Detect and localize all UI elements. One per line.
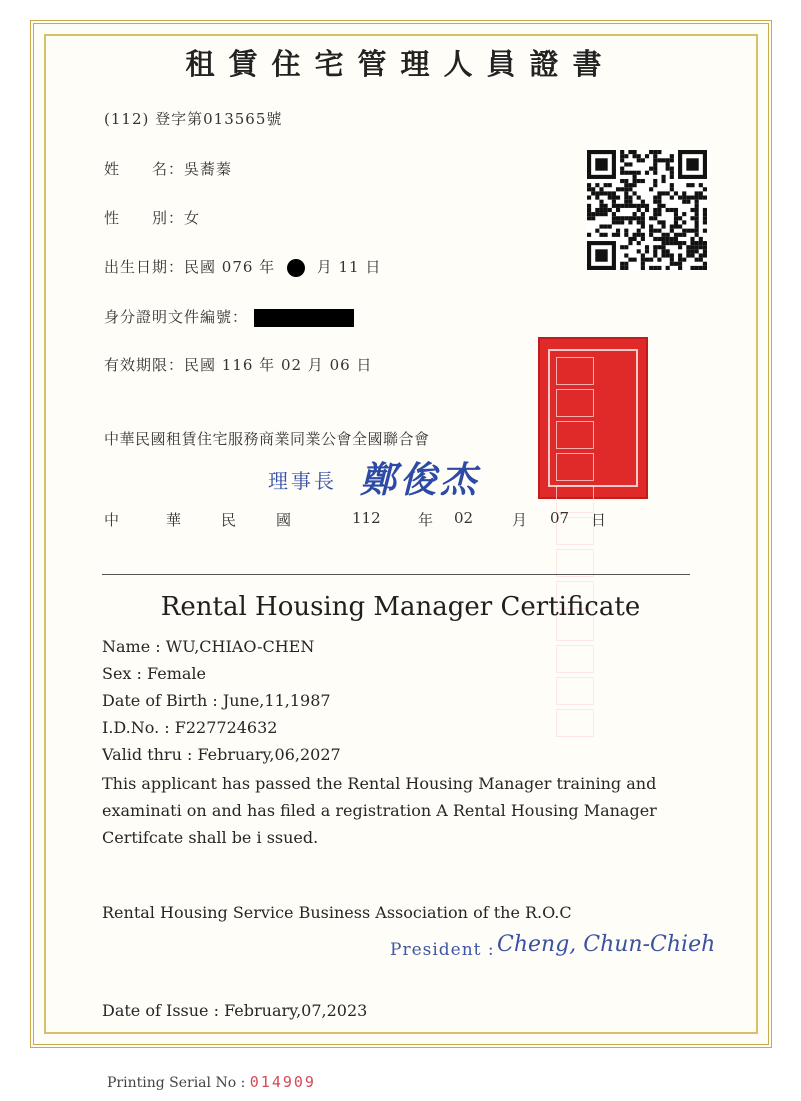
issue-date-char: 月 [512, 511, 528, 529]
name-en: Name : WU,CHIAO-CHEN [102, 637, 315, 656]
redaction-id-number [254, 309, 354, 327]
issue-date-char: 民 [221, 511, 237, 529]
name-row-zh [104, 158, 232, 179]
valid-row-zh [104, 354, 372, 375]
sex-label-zh: 性 別： [104, 209, 185, 227]
issue-date-char: 日 [591, 511, 607, 529]
id-row-zh [104, 306, 354, 327]
valid-label-zh: 有效期限： [104, 356, 185, 374]
valid-value-zh: 民國 116 年 02 月 06 日 [184, 356, 373, 374]
sex-value-zh: 女 [184, 209, 201, 227]
president-label-zh: 理事長 [268, 469, 337, 493]
dob-label-zh: 出生日期： [104, 258, 185, 276]
dob-suffix-zh: 月 11 日 [316, 258, 382, 276]
issue-date-month: 02 [454, 509, 474, 527]
qr-code-icon [587, 150, 707, 270]
dob-en: Date of Birth : June,11,1987 [102, 691, 331, 710]
issue-date-char: 年 [418, 511, 434, 529]
sex-row-zh [104, 207, 200, 228]
section-divider [102, 574, 690, 575]
association-name-en: Rental Housing Service Business Association of the R.O.C [102, 903, 572, 922]
issue-date-char: 中 [104, 511, 120, 529]
serial-label: Printing Serial No : [107, 1075, 246, 1091]
redaction-dob-month [287, 259, 305, 277]
issue-date-char: 國 [276, 511, 292, 529]
president-signature-en: Cheng, Chun-Chieh [497, 932, 716, 957]
certificate-title-en: Rental Housing Manager Certificate [160, 592, 641, 622]
issue-date-year: 112 [352, 509, 381, 527]
association-name-zh: 中華民國租賃住宅服務商業同業公會全國聯合會 [104, 430, 430, 448]
id-label-zh: 身分證明文件編號： [104, 308, 249, 326]
issue-date-en: Date of Issue : February,07,2023 [102, 1001, 368, 1020]
certification-statement: This applicant has passed the Rental Housing Manager training and examinati on and has filed a registration A Rental Housing Manager Certifcate shall be i ssued. [102, 774, 657, 847]
sex-en: Sex : Female [102, 664, 207, 683]
registration-number: (112) 登字第013565號 [104, 110, 283, 128]
president-label-en: President : [390, 940, 495, 960]
issue-date-day: 07 [550, 509, 570, 527]
certificate-title-zh: 租賃住宅管理人員證書 [185, 47, 616, 81]
valid-thru-en: Valid thru : February,06,2027 [102, 745, 341, 764]
name-label-zh: 姓 名： [104, 160, 185, 178]
dob-row-zh [104, 256, 381, 277]
id-number-en: I.D.No. : F227724632 [102, 718, 278, 737]
president-signature-zh: 鄭俊杰 [360, 459, 481, 501]
dob-prefix-zh: 民國 076 年 [184, 258, 276, 276]
printing-serial [107, 1073, 316, 1091]
serial-number: 014909 [249, 1073, 316, 1091]
issue-date-char: 華 [166, 511, 182, 529]
official-seal-icon [538, 337, 648, 499]
name-value-zh: 吳蕎蓁 [184, 160, 233, 178]
